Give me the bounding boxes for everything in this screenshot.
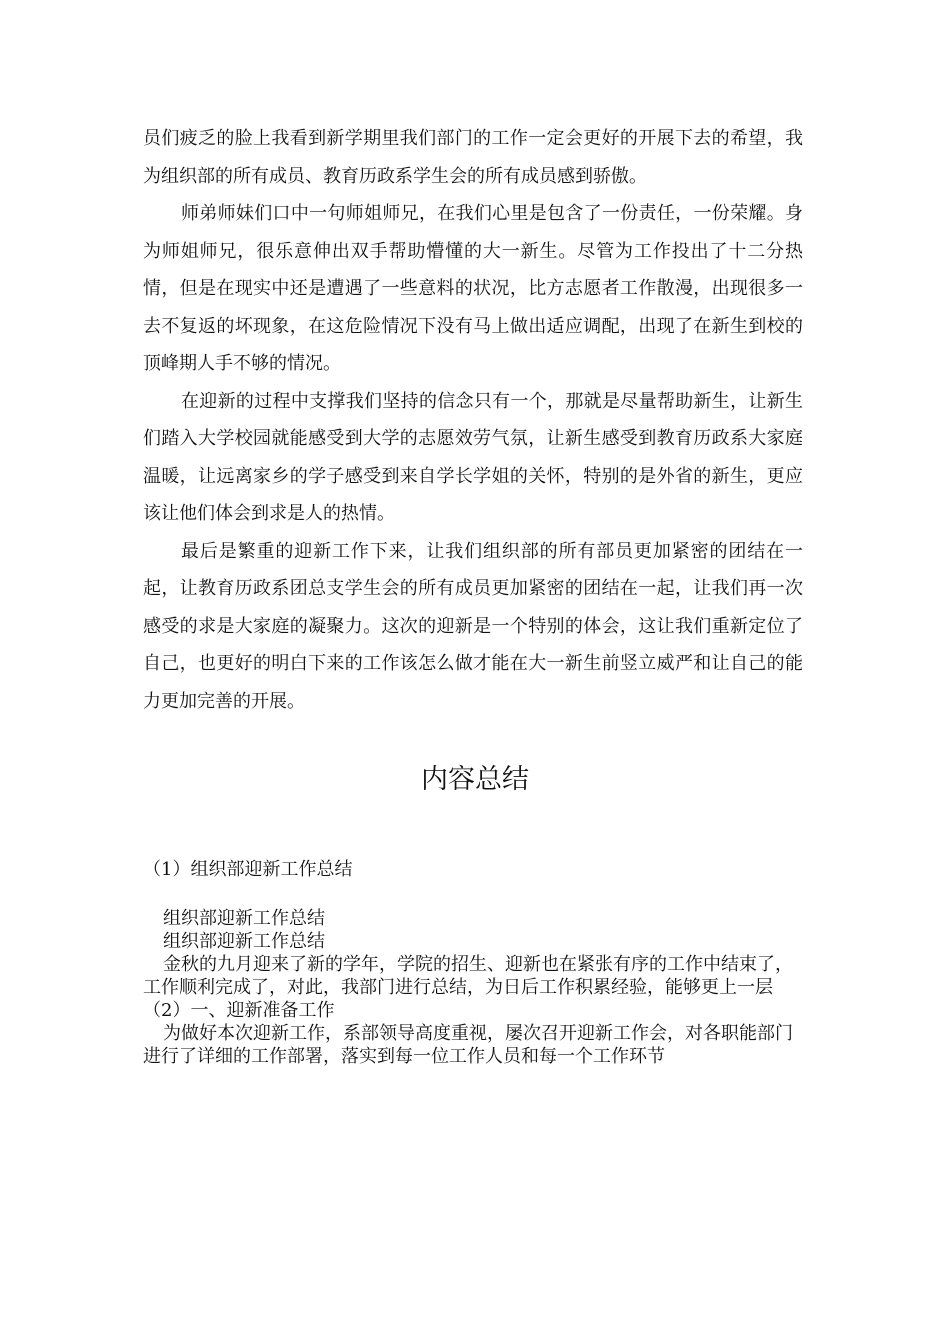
body-text (143, 120, 803, 720)
summary-item-1-line-1: 组织部迎新工作总结 (163, 908, 325, 929)
summary-section (143, 855, 803, 1068)
paragraph-3: 在迎新的过程中支撑我们坚持的信念只有一个，那就是尽量帮助新生，让新生们踏入大学校园就能感受到大学的志愿效劳气氛，让新生感受到教育历政系大家庭温暖，让远离家乡的学子感受到来自学长学姐的关怀，特别的是外省的新生，更应该让他们体会到求是人的热情。 (143, 390, 803, 524)
paragraph-1: 员们疲乏的脸上我看到新学期里我们部门的工作一定会更好的开展下去的希望，我为组织部的所有成员、教育历政系学生会的所有成员感到骄傲。 (143, 128, 803, 187)
summary-item-2-text: 为做好本次迎新工作，系部领导高度重视，屡次召开迎新工作会，对各职能部门进行了详细的工作部署，落实到每一位工作人员和每一个工作环节 (143, 1023, 793, 1067)
summary-item-1-title: （1）组织部迎新工作总结 (143, 859, 353, 880)
summary-item-1-text: 金秋的九月迎来了新的学年，学院的招生、迎新也在紧张有序的工作中结束了，工作顺利完成了，对此，我部门进行总结，为日后工作积累经验，能够更上一层 (143, 954, 793, 998)
summary-item-1-body (143, 907, 803, 1068)
summary-item-2-title: （2）一、迎新准备工作 (143, 1000, 335, 1021)
paragraph-4: 最后是繁重的迎新工作下来，让我们组织部的所有部员更加紧密的团结在一起，让教育历政系团总支学生会的所有成员更加紧密的团结在一起，让我们再一次感受的求是大家庭的凝聚力。这次的迎新是一个特别的体会，这让我们重新定位了自己，也更好的明白下来的工作该怎么做才能在大一新生前竖立威严和让自己的能力更加完善的开展。 (143, 540, 803, 712)
summary-item-1-line-2: 组织部迎新工作总结 (163, 931, 325, 952)
paragraph-2: 师弟师妹们口中一句师姐师兄，在我们心里是包含了一份责任，一份荣耀。身为师姐师兄，很乐意伸出双手帮助懵懂的大一新生。尽管为工作投出了十二分热情，但是在现实中还是遭遇了一些意料的状况，比方志愿者工作散漫，出现很多一去不复返的坏现象，在这危险情况下没有马上做出适应调配，出现了在新生到校的顶峰期人手不够的情况。 (143, 203, 803, 374)
summary-heading: 内容总结 (421, 764, 529, 795)
